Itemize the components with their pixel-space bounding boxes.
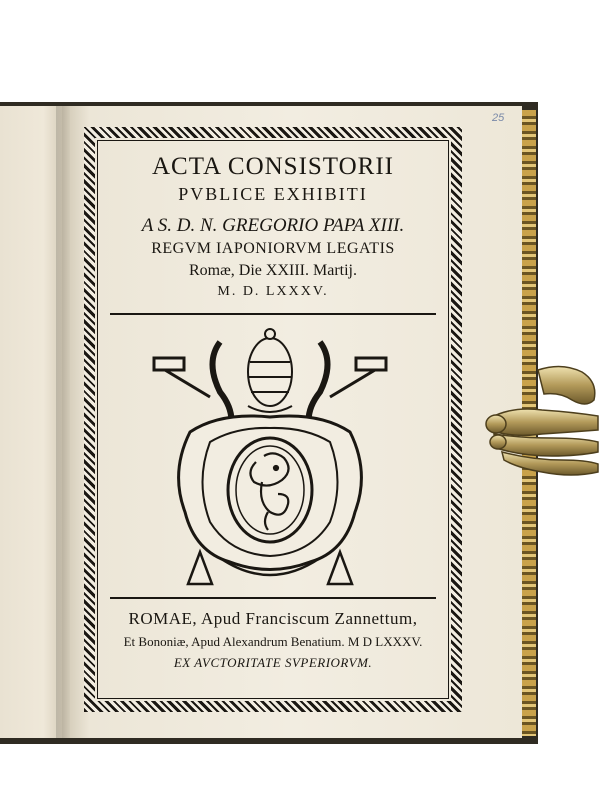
title-line-2: PVBLICE EXHIBITI — [178, 184, 368, 204]
left-page — [0, 106, 62, 738]
imprint-line-3: EX AVCTORITATE SVPERIORVM. — [173, 655, 373, 670]
page-number: 25 — [492, 112, 505, 124]
imprint-line-1: ROMAE, Apud Franciscum Zannettum, — [128, 609, 418, 628]
imprint-line-2: Et Bononiæ, Apud Alexandrum Benatium. M D LXXXV. — [123, 634, 423, 649]
brass-hand-clasp — [482, 360, 600, 480]
top-divider-rule — [110, 313, 436, 315]
page-gutter — [56, 106, 70, 738]
title-line-5: Romæ, Die XXIII. Martij. — [189, 262, 357, 279]
title-line-3: A S. D. N. GREGORIO PAPA XIII. — [141, 215, 405, 236]
title-line-4: REGVM IAPONIORVM LEGATIS — [151, 240, 395, 257]
title-line-6: M. D. LXXXV. — [217, 284, 329, 299]
papal-coat-of-arms — [150, 322, 390, 594]
title-line-1: ACTA CONSISTORII — [151, 153, 395, 180]
bottom-divider-rule — [110, 597, 436, 599]
